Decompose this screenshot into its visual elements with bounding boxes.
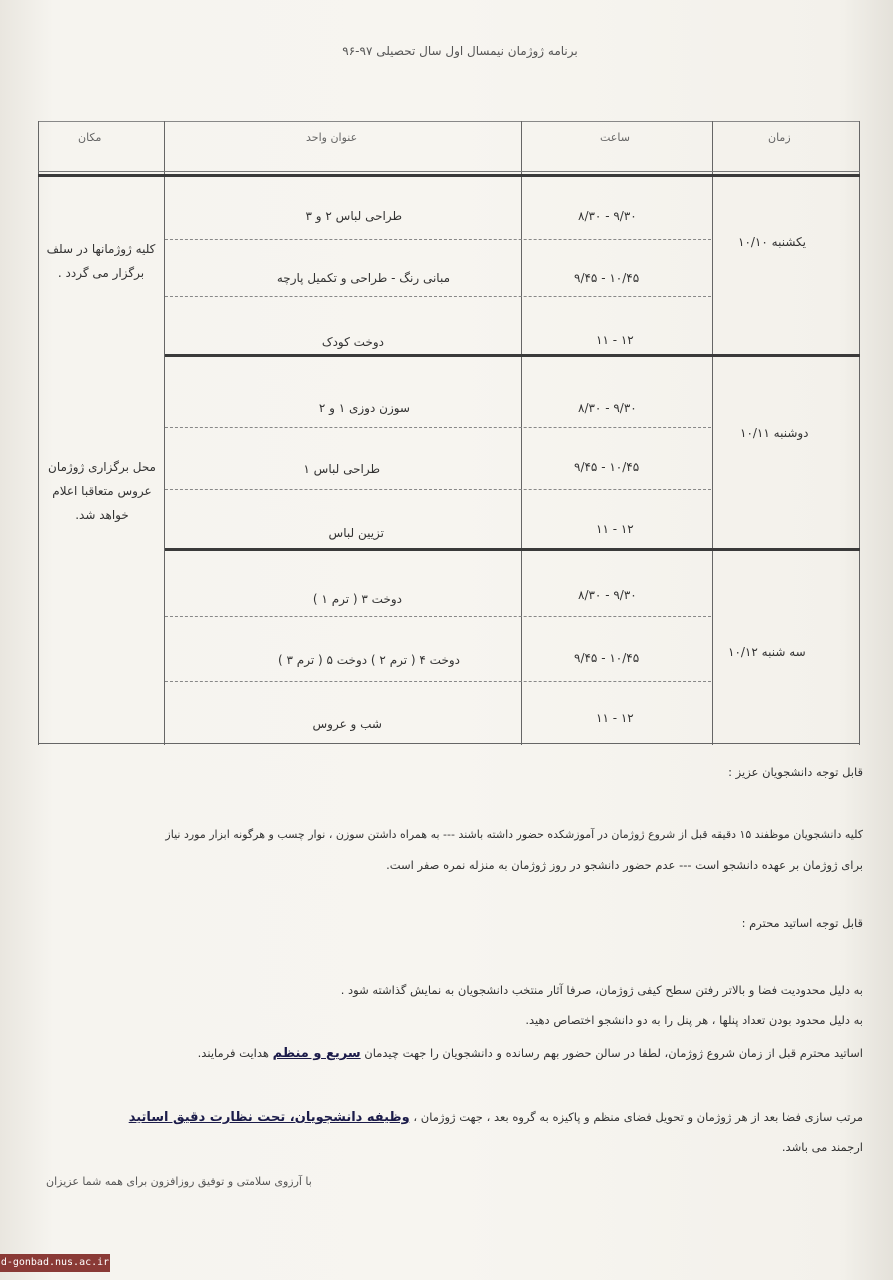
day3-course1: دوخت ۳ ( ترم ۱ ) bbox=[312, 592, 402, 606]
day2-hour1: ۹/۳۰ - ۸/۳۰ bbox=[578, 401, 637, 415]
day2-label: دوشنبه ۱۰/۱۱ bbox=[740, 426, 809, 440]
header-place: مکان bbox=[78, 131, 102, 144]
order-line-1-a: مرتب سازی فضا بعد از هر ژوژمان و تحویل فضای منظم و پاکیزه به گروه بعد ، جهت ژوژمان ، bbox=[413, 1110, 863, 1124]
day2-row-sep1 bbox=[165, 427, 711, 428]
document-title: برنامه ژوژمان نیمسال اول سال تحصیلی ۹۷-۹۶ bbox=[342, 44, 578, 58]
teachers-line-3-b: هدایت فرمایند. bbox=[197, 1046, 269, 1060]
order-line-1-bold: وظیفه دانشجویان، تحت نظارت دقیق اساتید bbox=[128, 1110, 410, 1125]
day2-hour3: ۱۲ - ۱۱ bbox=[596, 522, 634, 536]
day2-course2: طراحی لباس ۱ bbox=[303, 462, 380, 476]
day3-hour2: ۱۰/۴۵ - ۹/۴۵ bbox=[574, 651, 640, 665]
day2-hour2: ۱۰/۴۵ - ۹/۴۵ bbox=[574, 460, 640, 474]
place-note-1: کلیه ژوژمانها در سلف برگزار می گردد . bbox=[46, 242, 156, 280]
day1-label: یکشنبه ۱۰/۱۰ bbox=[738, 235, 806, 249]
table-bottom-border bbox=[38, 743, 860, 744]
day3-hour1: ۹/۳۰ - ۸/۳۰ bbox=[578, 588, 637, 602]
day1-row-sep2 bbox=[165, 296, 711, 297]
teachers-line-3-a: اساتید محترم قبل از زمان شروع ژوژمان، لطفا در سالن حضور بهم رسانده و دانشجویان را جهت چیدمان bbox=[364, 1046, 863, 1060]
teachers-heading: قابل توجه اساتید محترم : bbox=[741, 916, 863, 930]
teachers-line-2: به دلیل محدود بودن تعداد پنلها ، هر پنل را به دو دانشجو اختصاص دهید. bbox=[525, 1013, 863, 1027]
day-sep-2 bbox=[165, 548, 860, 551]
col-sep-place bbox=[164, 121, 165, 745]
day-sep-1 bbox=[165, 354, 860, 357]
col-sep-hour bbox=[712, 121, 713, 745]
day3-course2: دوخت ۴ ( ترم ۲ ) دوخت ۵ ( ترم ۳ ) bbox=[278, 653, 460, 667]
day3-row-sep2 bbox=[165, 681, 711, 682]
day2-row-sep2 bbox=[165, 489, 711, 490]
teachers-line-3 bbox=[198, 1046, 863, 1061]
day1-row-sep1 bbox=[165, 239, 711, 240]
day1-course3: دوخت کودک bbox=[321, 335, 384, 349]
header-time: زمان bbox=[768, 131, 791, 144]
day2-course3: تزیین لباس bbox=[328, 526, 384, 540]
day1-hour2: ۱۰/۴۵ - ۹/۴۵ bbox=[574, 271, 640, 285]
order-line-2: ارجمند می باشد. bbox=[781, 1140, 863, 1154]
students-heading: قابل توجه دانشجویان عزیز : bbox=[728, 765, 863, 779]
header-sep-thin bbox=[38, 171, 860, 172]
day3-row-sep1 bbox=[165, 616, 711, 617]
day3-label: سه شنبه ۱۰/۱۲ bbox=[728, 645, 806, 659]
table-right-border bbox=[859, 121, 860, 745]
header-course: عنوان واحد bbox=[306, 131, 358, 144]
day1-course2: مبانی رنگ - طراحی و تکمیل پارچه bbox=[276, 271, 450, 285]
header-hour: ساعت bbox=[600, 131, 630, 144]
teachers-line-1: به دلیل محدودیت فضا و بالاتر رفتن سطح کیفی ژوژمان، صرفا آثار منتخب دانشجویان به نمایش گذاشته شود . bbox=[340, 983, 863, 997]
table-top-border bbox=[38, 121, 860, 122]
table-left-border bbox=[38, 121, 39, 745]
schedule-table bbox=[38, 121, 860, 745]
students-line-2: برای ژوژمان بر عهده دانشجو است --- عدم حضور دانشجو در روز ژوژمان به منزله نمره صفر است. bbox=[386, 858, 863, 872]
day1-course1: طراحی لباس ۲ و ۳ bbox=[305, 209, 402, 223]
day2-course1: سوزن دوزی ۱ و ۲ bbox=[318, 401, 410, 415]
site-url-banner: d-gonbad.nus.ac.ir bbox=[0, 1254, 110, 1272]
day3-course3: شب و عروس bbox=[312, 717, 382, 731]
day1-hour1: ۹/۳۰ - ۸/۳۰ bbox=[578, 209, 637, 223]
header-sep-thick bbox=[38, 174, 860, 177]
day3-hour3: ۱۲ - ۱۱ bbox=[596, 711, 634, 725]
day1-hour3: ۱۲ - ۱۱ bbox=[596, 333, 634, 347]
teachers-line-3-bold: سریع و منظم bbox=[272, 1046, 361, 1061]
closing-line: با آرزوی سلامتی و توفیق روزافزون برای همه شما عزیزان bbox=[46, 1175, 312, 1188]
students-line-1: کلیه دانشجویان موظفند ۱۵ دقیقه قبل از شروع ژوژمان در آموزشکده حضور داشته باشند --- به همراه داشتن سوزن ، نوار چسب و هرگونه ابزار مورد نیاز bbox=[165, 828, 863, 841]
order-line-1 bbox=[129, 1110, 863, 1125]
place-note-2: محل برگزاری ژوژمان عروس متعاقبا اعلام خواهد شد. bbox=[48, 460, 156, 522]
col-sep-course bbox=[521, 121, 522, 745]
